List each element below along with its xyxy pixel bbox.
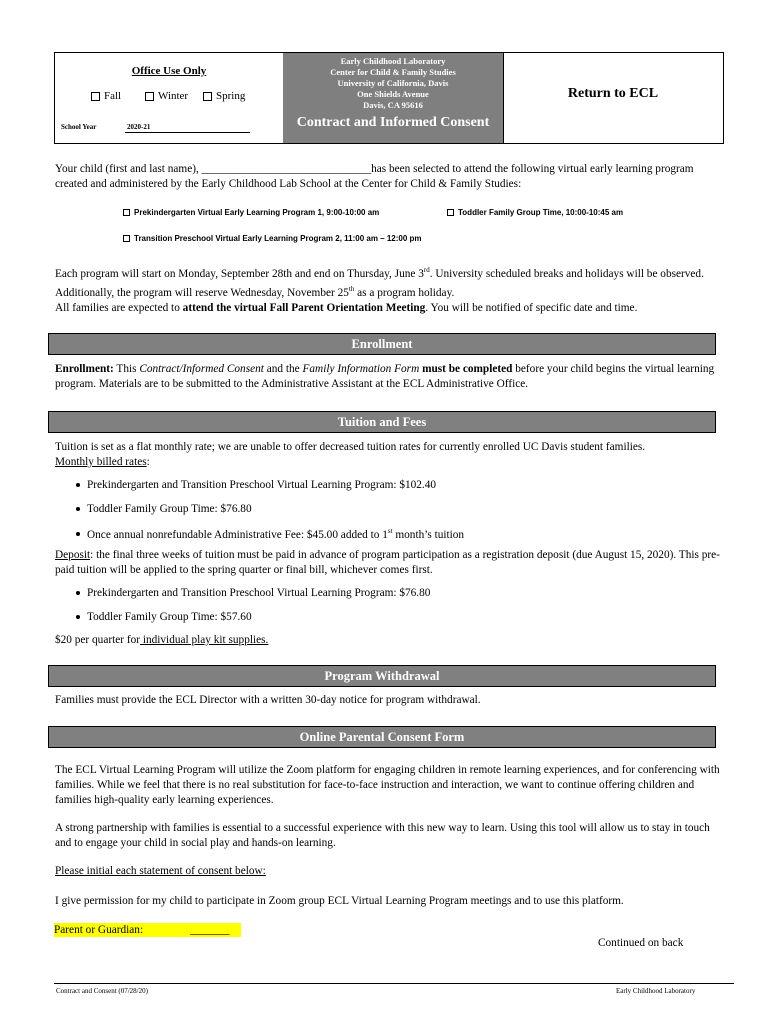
header-table — [54, 52, 724, 144]
return-to-ecl: Return to ECL — [567, 86, 659, 101]
lab-address: Early Childhood Laboratory Center for Child & Family Studies University of California, Davis One Shields Avenue Davis, CA 95616 — [330, 56, 456, 110]
bullet-icon — [76, 507, 80, 511]
footer-divider — [54, 983, 734, 984]
continued-note: Continued on back — [598, 937, 684, 949]
lab-info-cell — [283, 53, 504, 143]
intro-paragraph: Your child (first and last name), ______________________________has been selected to attend the following virtual early learning program created and administered by the Early Childhood Lab School at the Center for Child & Family Studies: — [55, 163, 694, 190]
bullet-icon — [76, 532, 80, 536]
bullet-icon — [76, 615, 80, 619]
enrollment-heading: Enrollment — [48, 333, 716, 355]
program-option-toddler[interactable]: Toddler Family Group Time, 10:00-10:45 am — [447, 208, 623, 217]
school-year-value: 2020-21 — [127, 123, 151, 131]
parent-initial-field[interactable] — [54, 923, 241, 937]
spring-checkbox[interactable] — [203, 92, 212, 101]
list-item: Once annual nonrefundable Administrative Fee: $45.00 added to 1st month’s tuition — [76, 527, 464, 541]
list-item: Prekindergarten and Transition Preschool Virtual Learning Program: $76.80 — [76, 587, 430, 599]
office-use-cell — [55, 53, 284, 143]
school-year-label: School Year — [61, 123, 97, 131]
consent-instruction: Please initial each statement of consent below: — [55, 865, 266, 877]
school-year-line — [125, 132, 250, 133]
list-item: Toddler Family Group Time: $57.60 — [76, 611, 252, 623]
contract-title: Contract and Informed Consent — [296, 115, 490, 130]
program-option-prek[interactable]: Prekindergarten Virtual Early Learning Program 1, 9:00-10:00 am — [123, 208, 379, 217]
tuition-heading: Tuition and Fees — [48, 411, 716, 433]
toddler-checkbox[interactable] — [447, 209, 454, 216]
withdrawal-text: Families must provide the ECL Director with a written 30-day notice for program withdrawal. — [55, 694, 481, 706]
schedule-paragraph: Each program will start on Monday, September 28th and end on Thursday, June 3rd. University scheduled breaks and holidays will be observed. Additionally, the program will reserve Wednesday, November 25th as a program holiday. — [55, 266, 704, 299]
parent-initial-blank[interactable]: _______ — [190, 924, 230, 936]
child-name-blank[interactable]: ______________________________ — [201, 163, 372, 175]
consent-heading: Online Parental Consent Form — [48, 726, 716, 748]
parent-label: Parent or Guardian: — [54, 924, 144, 936]
enrollment-paragraph: Enrollment: This Contract/Informed Consent and the Family Information Form must be completed before your child begins the virtual learning program. Materials are to be submitted to the Administrative Assistant at the ECL Administrative Office. — [55, 363, 715, 390]
consent-paragraph-1: The ECL Virtual Learning Program will utilize the Zoom platform for engaging children in remote learning experiences, and for conferencing with families. While we feel that there is no real substitution for face-to-face instruction and interaction, we want to continue offering children and families high-quality early learning experiences. — [55, 764, 720, 806]
consent-paragraph-2: A strong partnership with families is essential to a successful experience with this new way to learn. Using this tool will allow us to stay in touch and to engage your child in social play and hands-on learning. — [55, 822, 710, 849]
list-item: Toddler Family Group Time: $76.80 — [76, 503, 252, 515]
term-fall[interactable]: Fall — [91, 90, 121, 102]
deposit-paragraph: Deposit: the final three weeks of tuition must be paid in advance of program participation as a registration deposit (due August 15, 2020). This pre-paid tuition will be applied to the spring quarter or final bill, whichever comes first. — [55, 549, 720, 576]
footer-left: Contract and Consent (07/28/20) — [56, 987, 148, 995]
return-cell — [503, 53, 723, 143]
supplies-line: $20 per quarter for individual play kit supplies. — [55, 634, 269, 646]
winter-checkbox[interactable] — [145, 92, 154, 101]
transition-checkbox[interactable] — [123, 235, 130, 242]
withdrawal-heading: Program Withdrawal — [48, 665, 716, 687]
prek-checkbox[interactable] — [123, 209, 130, 216]
bullet-icon — [76, 483, 80, 487]
footer-right: Early Childhood Laboratory — [616, 987, 696, 995]
term-winter[interactable]: Winter — [145, 90, 188, 102]
fall-checkbox[interactable] — [91, 92, 100, 101]
consent-statement: I give permission for my child to participate in Zoom group ECL Virtual Learning Program meetings and to use this platform. — [55, 895, 624, 907]
orientation-paragraph: All families are expected to attend the virtual Fall Parent Orientation Meeting. You will be notified of specific date and time. — [55, 302, 638, 314]
list-item: Prekindergarten and Transition Preschool Virtual Learning Program: $102.40 — [76, 479, 436, 491]
program-option-transition[interactable]: Transition Preschool Virtual Early Learning Program 2, 11:00 am – 12:00 pm — [123, 234, 422, 243]
tuition-intro: Tuition is set as a flat monthly rate; we are unable to offer decreased tuition rates for currently enrolled UC Davis student families. Monthly billed rates: — [55, 441, 646, 468]
bullet-icon — [76, 591, 80, 595]
term-spring[interactable]: Spring — [203, 90, 245, 102]
office-use-title: Office Use Only — [131, 65, 207, 77]
